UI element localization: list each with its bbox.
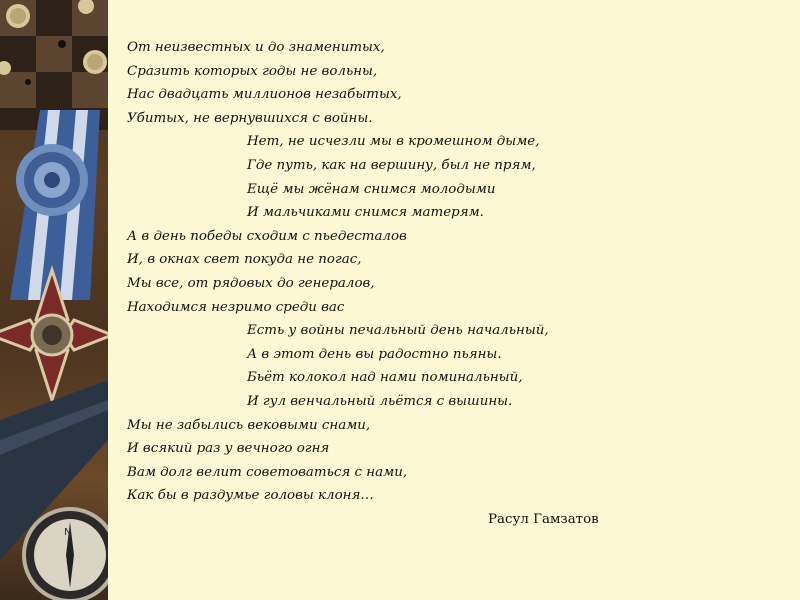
poem-line: А в этот день вы радостно пьяны. [247, 346, 502, 362]
poem-line: Убитых, не вернувшихся с войны. [127, 110, 373, 126]
poem-author: Расул Гамзатов [488, 512, 599, 527]
poem-line: Нет, не исчезли мы в кромешном дыме, [247, 134, 540, 150]
poem-line: Ещё мы жёнам снимся молодыми [247, 181, 496, 197]
medal-collage-illustration [0, 0, 108, 600]
poem-line: Находимся незримо среди вас [127, 299, 345, 315]
poem-line: Как бы в раздумье головы клоня… [127, 488, 374, 504]
poem-line: А в день победы сходим с пьедесталов [127, 228, 407, 244]
poem-text [127, 36, 647, 508]
poem-line: Есть у войны печальный день начальный, [247, 323, 549, 339]
poem-line: Вам долг велит советоваться с нами, [127, 464, 408, 480]
poem-line: Мы не забылись вековыми снами, [127, 417, 371, 433]
svg-text:N: N [64, 527, 72, 538]
compass-icon [24, 509, 108, 600]
decorative-collage [0, 0, 108, 600]
poem-line: И мальчиками снимся матерям. [247, 205, 484, 221]
poem-line: Мы все, от рядовых до генералов, [127, 275, 375, 291]
poem-line: И всякий раз у вечного огня [127, 441, 330, 457]
poem-line: От неизвестных и до знаменитых, [127, 40, 385, 55]
poem-line: Где путь, как на вершину, был не прям, [247, 157, 536, 173]
poem-line: Бьёт колокол над нами поминальный, [247, 370, 523, 386]
poem-line: И гул венчальный льётся с вышины. [247, 393, 513, 409]
poem-line: Нас двадцать миллионов незабытых, [127, 87, 402, 103]
poem-line: Сразить которых годы не вольны, [127, 63, 378, 79]
poem-line: И, в окнах свет покуда не погас, [127, 252, 362, 268]
